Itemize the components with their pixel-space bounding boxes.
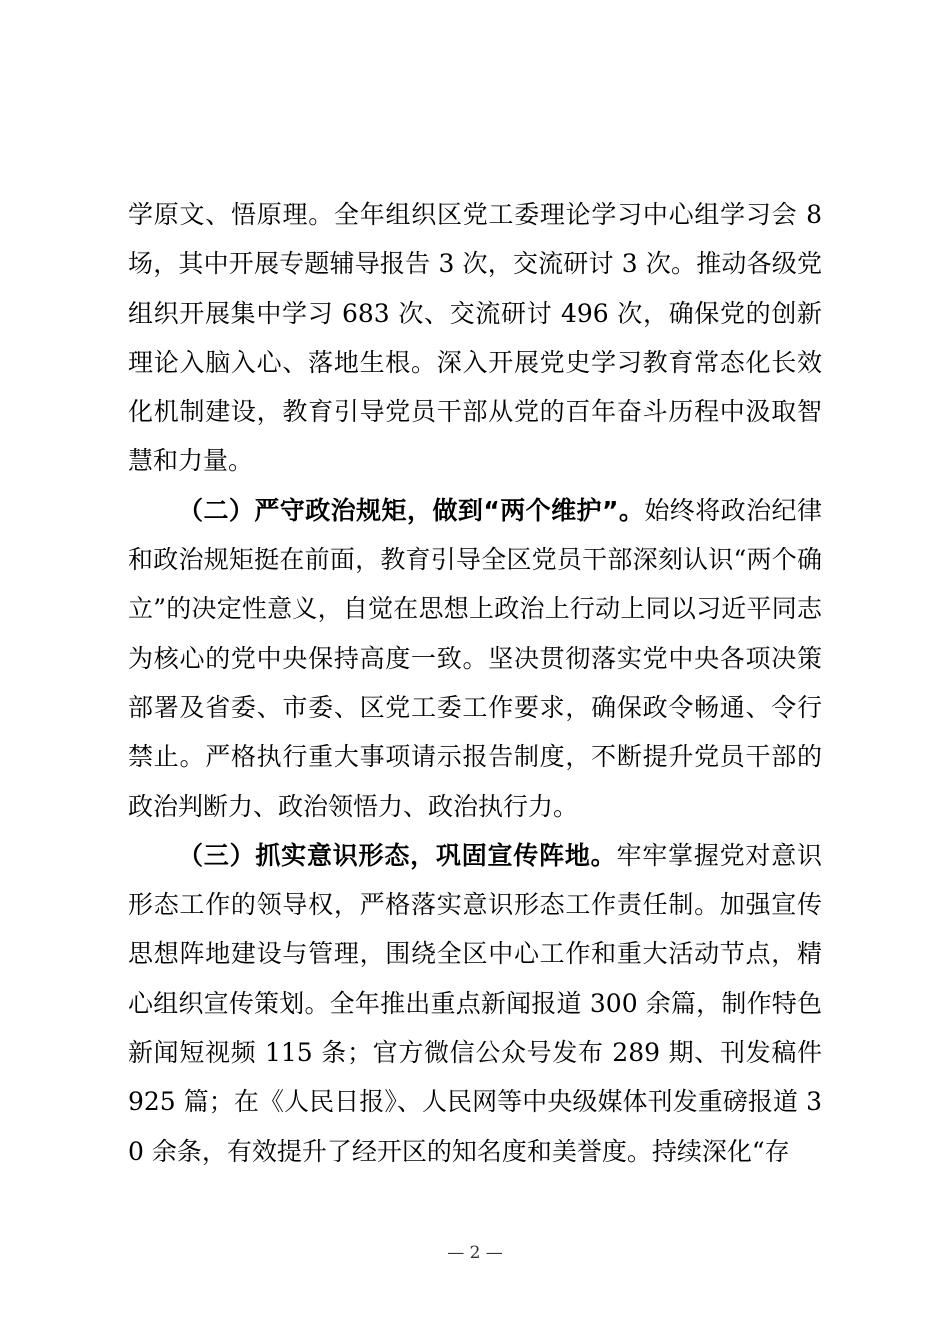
section-heading-2: （二）严守政治规矩，做到“两个维护”。 xyxy=(178,495,645,525)
paragraph-3 xyxy=(128,831,822,1176)
document-body xyxy=(128,190,822,1176)
section-heading-3: （三）抓实意识形态，巩固宣传阵地。 xyxy=(178,840,617,870)
page-number: — 2 — xyxy=(447,1243,503,1263)
paragraph-1 xyxy=(128,190,822,486)
paragraph-2 xyxy=(128,486,822,831)
paragraph-2-text: 始终将政治纪律和政治规矩挺在前面，教育引导全区党员干部深刻认识“两个确立”的决定性意义，自觉在思想上政治上行动上同以习近平同志为核心的党中央保持高度一致。坚决贯彻落实党中央各项决策部署及省委、市委、区党工委工作要求，确保政令畅通、令行禁止。严格执行重大事项请示报告制度，不断提升党员干部的政治判断力、政治领悟力、政治执行力。 xyxy=(128,495,822,821)
paragraph-1-text: 学原文、悟原理。全年组织区党工委理论学习中心组学习会 8 场，其中开展专题辅导报告 3 次，交流研讨 3 次。推动各级党组织开展集中学习 683 次、交流研讨 496 次，确保党的创新理论入脑入心、落地生根。深入开展党史学习教育常态化长效化机制建设，教育引导党员干部从党的百年奋斗历程中汲取智慧和力量。 xyxy=(128,200,822,476)
paragraph-3-text: 牢牢掌握党对意识形态工作的领导权，严格落实意识形态工作责任制。加强宣传思想阵地建设与管理，围绕全区中心工作和重大活动节点，精心组织宣传策划。全年推出重点新闻报道 300 余篇，制作特色新闻短视频 115 条；官方微信公众号发布 289 期、刊发稿件 925 篇；在《人民日报》、人民网等中央级媒体刊发重磅报道 30 余条，有效提升了经开区的知名度和美誉度。持续深化“存 xyxy=(128,840,822,1166)
